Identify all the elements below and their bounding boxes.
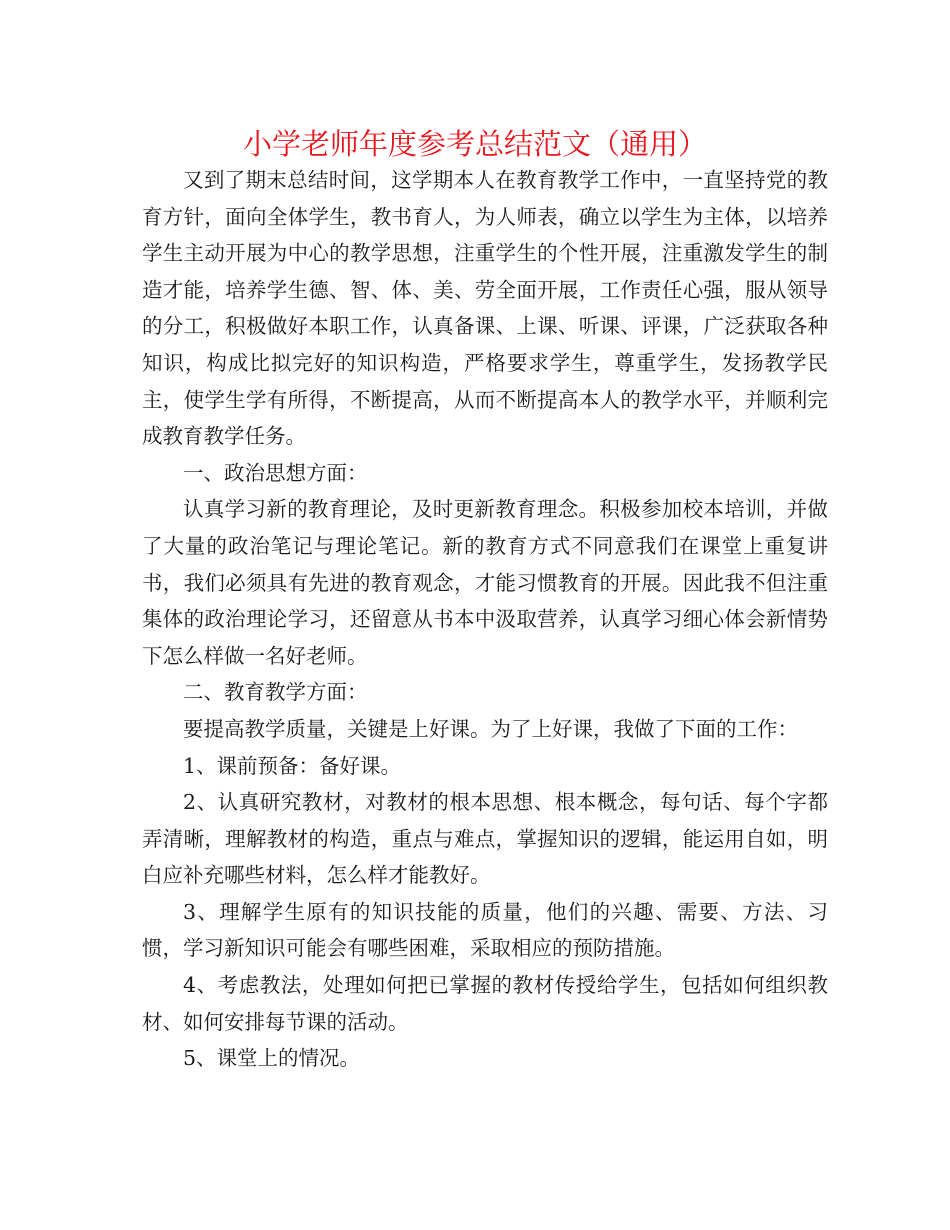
document-title: 小学老师年度参考总结范文（通用） bbox=[242, 127, 707, 161]
list-item-5: 5、课堂上的情况。 bbox=[183, 1046, 361, 1071]
list-item-3: 3、理解学生原有的知识技能的质量，他们的兴趣、需要、方法、习惯，学习新知识可能会有哪些困难，采取相应的预防措施。 bbox=[142, 899, 828, 961]
list-item-4: 4、考虑教法，处理如何把已掌握的教材传授给学生，包括如何组织教材、如何安排每节课的活动。 bbox=[142, 973, 828, 1034]
paragraph-political: 认真学习新的教育理论，及时更新教育理念。积极参加校本培训，并做了大量的政治笔记与理论笔记。新的教育方式不同意我们在课堂上重复讲书，我们必须具有先进的教育观念，才能习惯教育的开展。因此我不但注重集体的政治理论学习，还留意从书本中汲取营养，认真学习细心体会新情势下怎么样做一名好老师。 bbox=[142, 497, 828, 668]
paragraph-teaching-intro: 要提高教学质量，关键是上好课。为了上好课，我做了下面的工作： bbox=[183, 716, 798, 741]
list-item-2: 2、认真研究教材，对教材的根本思想、根本概念，每句话、每个字都弄清晰，理解教材的构造，重点与难点，掌握知识的逻辑，能运用自如，明白应补充哪些材料，怎么样才能教好。 bbox=[142, 790, 828, 888]
section-heading-political: 一、政治思想方面： bbox=[183, 460, 368, 485]
document-body bbox=[142, 162, 828, 1077]
list-item-1: 1、课前预备：备好课。 bbox=[183, 753, 402, 778]
paragraph-intro: 又到了期末总结时间，这学期本人在教育教学工作中，一直坚持党的教育方针，面向全体学生，教书育人，为人师表，确立以学生为主体，以培养学生主动开展为中心的教学思想，注重学生的个性开展，注重激发学生的制造才能，培养学生德、智、体、美、劳全面开展，工作责任心强，服从领导的分工，积极做好本职工作，认真备课、上课、听课、评课，广泛获取各种知识，构成比拟完好的知识构造，严格要求学生，尊重学生，发扬教学民主，使学生学有所得，不断提高，从而不断提高本人的教学水平，并顺利完成教育教学任务。 bbox=[142, 168, 828, 449]
section-heading-teaching: 二、教育教学方面： bbox=[183, 680, 368, 705]
